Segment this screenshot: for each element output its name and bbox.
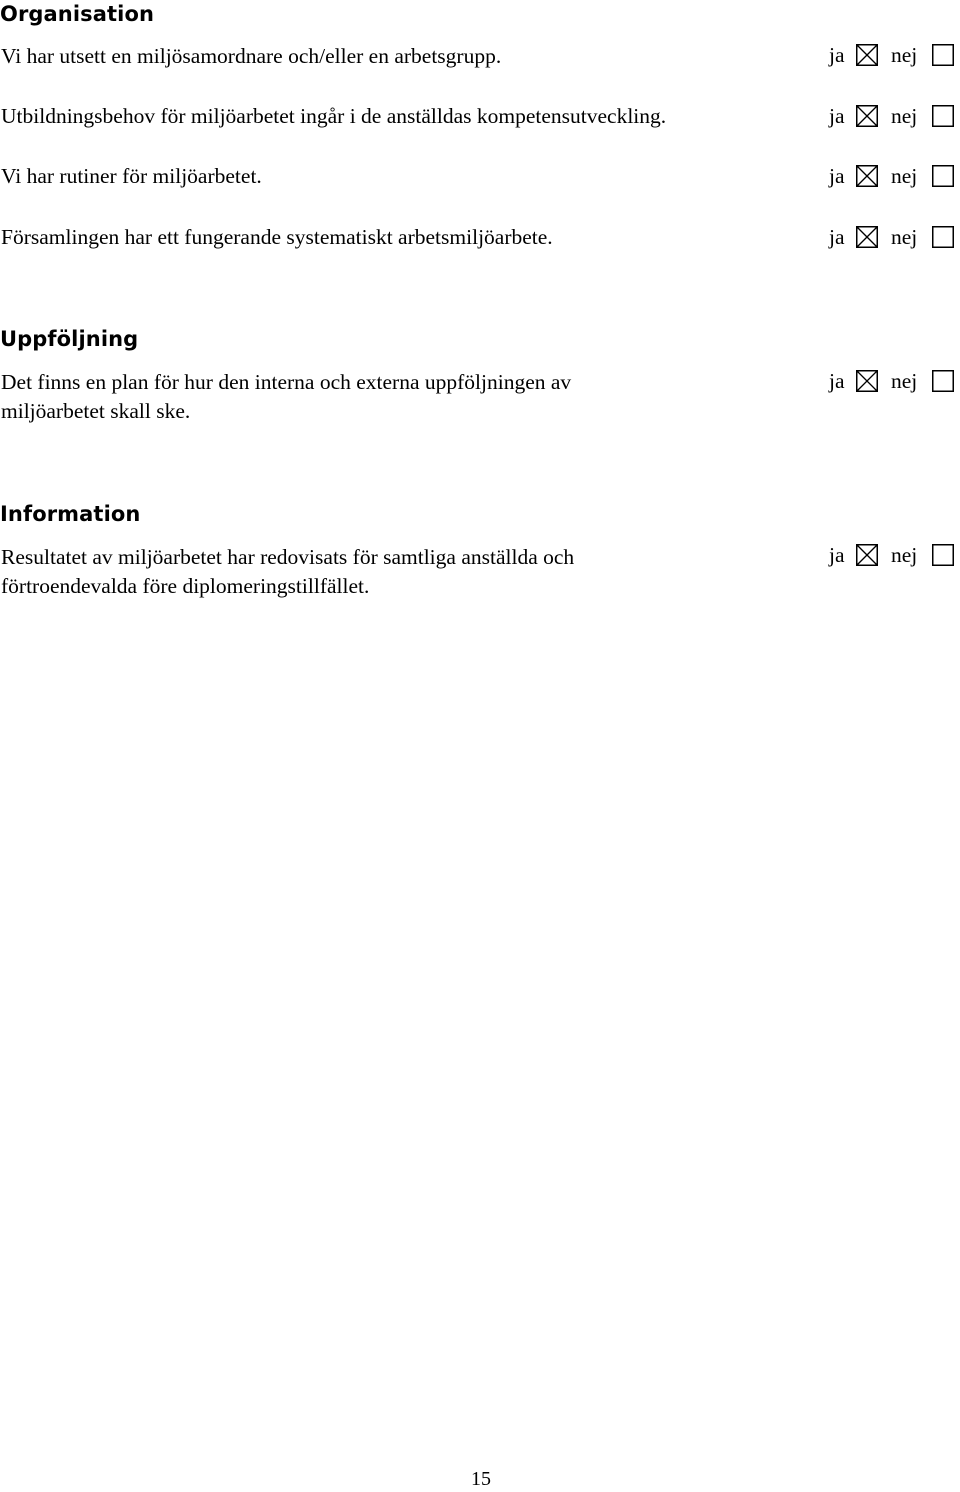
question-text-line: miljöarbetet skall ske. xyxy=(1,399,191,423)
answer-group xyxy=(829,103,959,130)
no-checkbox[interactable] xyxy=(932,165,954,187)
answer-group xyxy=(829,368,959,395)
answer-group xyxy=(829,42,959,69)
yes-label: ja xyxy=(829,43,845,67)
question-text-line: förtroendevalda före diplomeringstillfället. xyxy=(1,574,370,598)
yes-label: ja xyxy=(829,104,845,128)
yes-label: ja xyxy=(829,543,845,567)
question-text xyxy=(1,368,701,426)
yes-checkbox-checked[interactable] xyxy=(856,544,878,566)
section-heading-organisation: Organisation xyxy=(0,2,155,26)
no-label: nej xyxy=(891,43,918,67)
yes-checkbox-checked[interactable] xyxy=(856,226,878,248)
question-text xyxy=(1,543,701,601)
no-checkbox[interactable] xyxy=(932,544,954,566)
section-heading-uppfoljning: Uppföljning xyxy=(0,327,139,351)
no-label: nej xyxy=(891,225,918,249)
question-text-line: Resultatet av miljöarbetet har redovisats för samtliga anställda och xyxy=(1,545,575,569)
no-label: nej xyxy=(891,369,918,393)
answer-group xyxy=(829,163,959,190)
question-text: Vi har rutiner för miljöarbetet. xyxy=(1,164,262,188)
no-label: nej xyxy=(891,543,918,567)
question-text: Församlingen har ett fungerande systematiskt arbetsmiljöarbete. xyxy=(1,225,553,249)
no-checkbox[interactable] xyxy=(932,105,954,127)
no-label: nej xyxy=(891,164,918,188)
yes-checkbox-checked[interactable] xyxy=(856,370,878,392)
yes-checkbox-checked[interactable] xyxy=(856,165,878,187)
answer-group xyxy=(829,224,959,251)
no-label: nej xyxy=(891,104,918,128)
section-heading-information: Information xyxy=(0,502,141,526)
yes-label: ja xyxy=(829,164,845,188)
no-checkbox[interactable] xyxy=(932,370,954,392)
question-text: Vi har utsett en miljösamordnare och/eller en arbetsgrupp. xyxy=(1,44,502,68)
yes-label: ja xyxy=(829,225,845,249)
yes-label: ja xyxy=(829,369,845,393)
page-number: 15 xyxy=(471,1468,491,1490)
question-text: Utbildningsbehov för miljöarbetet ingår i de anställdas kompetensutveckling. xyxy=(1,104,667,128)
answer-group xyxy=(829,542,959,569)
yes-checkbox-checked[interactable] xyxy=(856,105,878,127)
no-checkbox[interactable] xyxy=(932,226,954,248)
question-text-line: Det finns en plan för hur den interna och externa uppföljningen av xyxy=(1,370,572,394)
no-checkbox[interactable] xyxy=(932,44,954,66)
yes-checkbox-checked[interactable] xyxy=(856,44,878,66)
